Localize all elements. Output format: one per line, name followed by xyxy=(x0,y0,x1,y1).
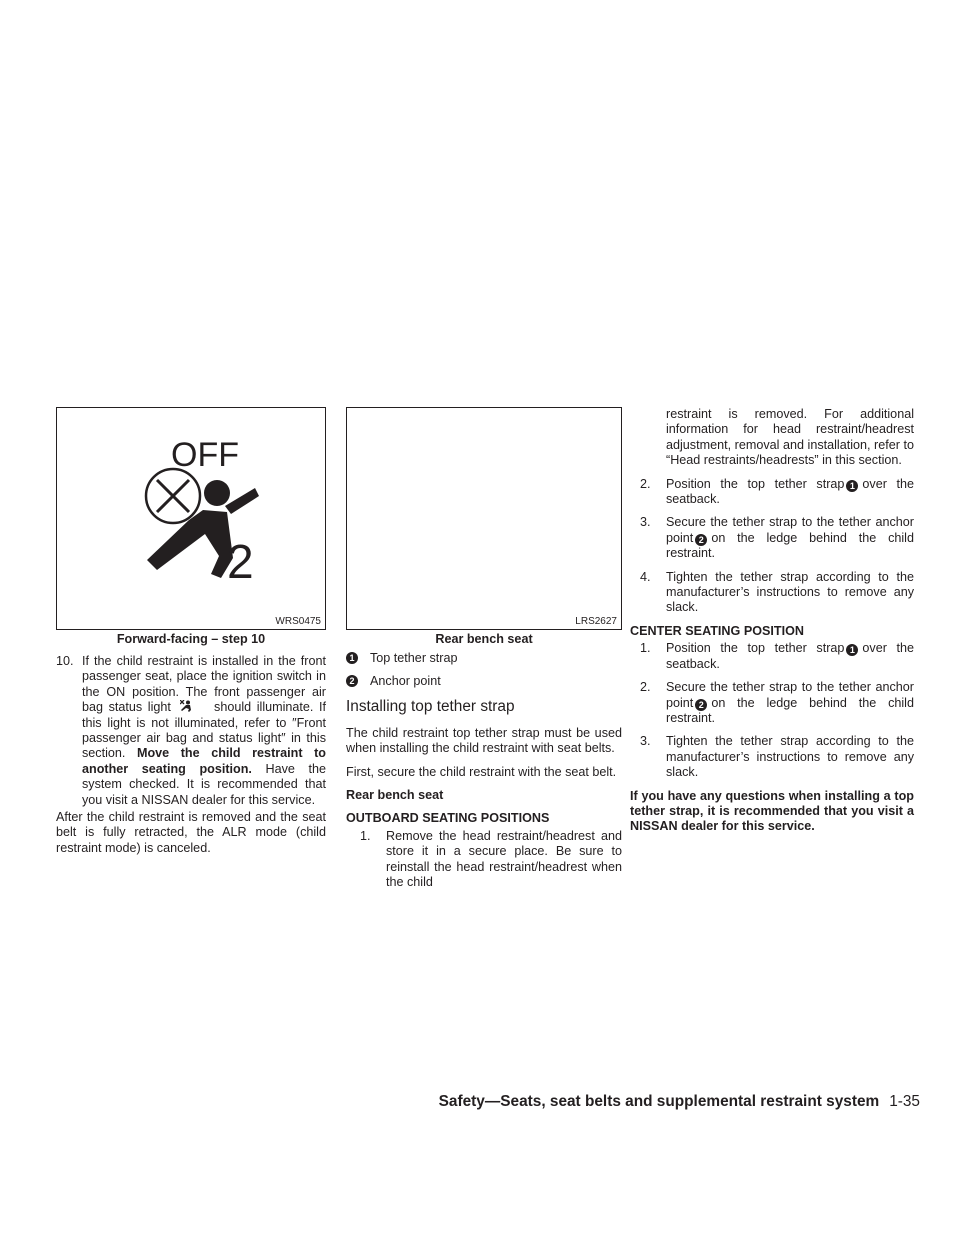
passenger-air-bag-status-icon xyxy=(180,700,194,713)
figure-caption: Forward-facing – step 10 xyxy=(116,632,266,646)
legend-label: Anchor point xyxy=(370,674,441,689)
item-number: 4. xyxy=(640,569,651,584)
item-text: over the seatback. xyxy=(666,641,914,671)
list-item xyxy=(640,515,914,561)
figure-code: LRS2627 xyxy=(575,616,617,627)
item-number: 3. xyxy=(640,734,651,749)
paragraph: After the child restraint is removed and the seat belt is fully retracted, the ALR mode (child restraint mode) is canceled. xyxy=(56,810,326,855)
callout-number: 1 xyxy=(846,644,858,656)
callout-number: 2 xyxy=(346,675,358,687)
subheading: OUTBOARD SEATING POSITIONS xyxy=(346,811,550,826)
legend-label: Top tether strap xyxy=(370,651,458,665)
item-text: Secure the tether strap to the tether anchor point xyxy=(666,515,914,545)
item-number: 10. xyxy=(56,654,74,668)
section-heading: Installing top tether strap xyxy=(346,697,515,715)
page-footer xyxy=(0,1093,920,1111)
section-title: Safety—Seats, seat belts and supplemental restraint system xyxy=(438,1093,880,1110)
item-text: If the child restraint is installed in the front passenger seat, place the ignition switch in the ON position. The front passenger air bag status light xyxy=(82,654,326,715)
item-text: Secure the tether strap to the tether anchor point xyxy=(666,680,914,710)
item-number: 2. xyxy=(640,680,651,695)
item-number: 3. xyxy=(640,515,651,530)
paragraph: restraint is removed. For additional information for head restraint/headrest adjustment, removal and installation, refer to “Head restraints/headrests” in this section. xyxy=(666,407,914,468)
item-emphasis: Move the child restraint to another seating position. xyxy=(82,746,327,776)
column-2 xyxy=(346,651,622,890)
off-label: OFF xyxy=(171,436,239,474)
callout-number: 1 xyxy=(846,480,858,492)
list-item xyxy=(360,829,622,891)
figure-code: WRS0475 xyxy=(275,616,321,627)
callout-number: 2 xyxy=(695,534,707,546)
item-text: Tighten the tether strap according to the manufacturer’s instructions to remove any slack. xyxy=(666,734,914,780)
figure-air-bag-off xyxy=(56,407,326,630)
item-text: Remove the head restraint/headrest and store it in a secure place. Be sure to reinstall the head restraint/headrest when the child xyxy=(386,828,622,890)
important-note: If you have any questions when installing a top tether strap, it is recommended that you visit a NISSAN dealer for this service. xyxy=(630,788,914,834)
list-item xyxy=(640,477,914,508)
column-1 xyxy=(56,654,326,856)
list-item xyxy=(640,734,914,780)
item-text: should illuminate. If this light is not illuminated, refer to ″Front passenger air bag and status light″ in this section. xyxy=(82,700,326,761)
callout-number: 2 xyxy=(695,699,707,711)
subheading: CENTER SEATING POSITION xyxy=(630,623,804,638)
item-text: Position the top tether strap xyxy=(666,641,845,656)
item-text: Tighten the tether strap according to the manufacturer’s instructions to remove any slack. xyxy=(666,569,914,615)
item-text: on the ledge behind the child restraint. xyxy=(666,530,914,561)
column-3 xyxy=(630,407,914,835)
list-item xyxy=(640,570,914,616)
legend-item xyxy=(346,674,622,689)
item-text: Have the system checked. It is recommended that you visit a NISSAN dealer for this service. xyxy=(82,761,327,807)
subheading: Rear bench seat xyxy=(346,788,444,803)
passenger-air-bag-off-icon xyxy=(57,408,325,629)
figure-rear-bench-seat xyxy=(346,407,622,630)
item-number: 2. xyxy=(640,476,651,491)
item-text: over the seatback. xyxy=(666,476,914,507)
list-item xyxy=(640,641,914,672)
callout-number: 1 xyxy=(346,652,358,664)
item-number: 1. xyxy=(360,828,371,843)
list-item xyxy=(640,680,914,726)
paragraph: The child restraint top tether strap must be used when installing the child restraint with seat belts. xyxy=(346,725,622,756)
legend-item xyxy=(346,651,622,666)
item-text: on the ledge behind the child restraint. xyxy=(666,695,914,725)
figure-caption: Rear bench seat xyxy=(435,632,533,646)
list-item xyxy=(56,654,326,808)
seat-number-2: 2 xyxy=(227,536,254,589)
page-number: 1-35 xyxy=(889,1093,920,1110)
paragraph: First, secure the child restraint with the seat belt. xyxy=(346,764,617,779)
item-text: Position the top tether strap xyxy=(666,476,845,491)
item-number: 1. xyxy=(640,641,651,656)
